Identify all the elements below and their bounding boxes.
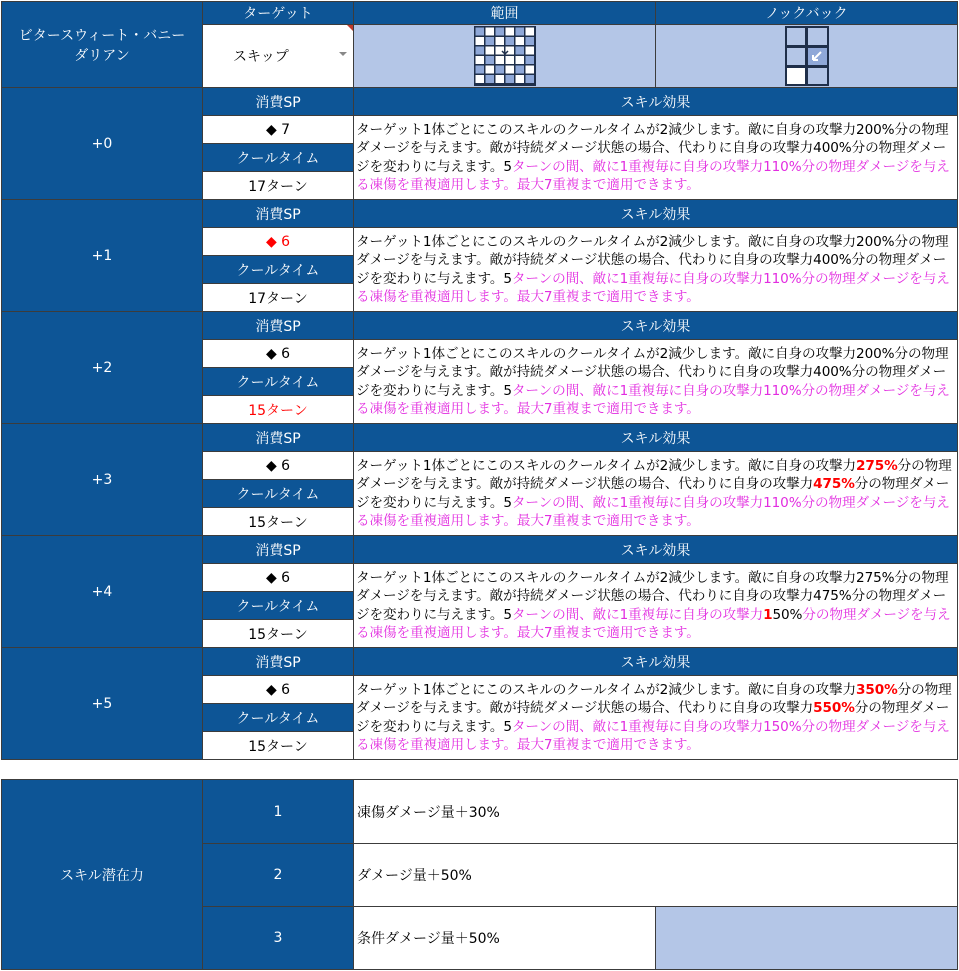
effect-text: ターゲット1体ごとにこのスキルのクールタイムが2減少します。敵に自身の攻撃力275%分の物理ダメージを与えます。敵が持続ダメージ状態の場合、代わりに自身の攻撃力475%分の物理ダメージを変わりに与えます。5ターンの間、敵に1重複毎に自身の攻撃力150%分の物理ダメージを与える凍傷を重複適用します。最大7重複まで適用できます。: [354, 564, 958, 648]
level-row: [2, 312, 958, 340]
sp-value: ◆ 6: [203, 452, 354, 480]
level-row: [2, 648, 958, 676]
cooldown-header: クールタイム: [203, 256, 354, 284]
cooldown-value: 17ターン: [203, 172, 354, 200]
potential-text-3: 条件ダメージ量＋50%: [354, 907, 656, 970]
range-grid-icon: [474, 26, 536, 86]
sp-value: ◆ 6: [203, 676, 354, 704]
effect-value-2: 400%: [813, 252, 852, 269]
sp-header: 消費SP: [203, 648, 354, 676]
skill-table: [1, 1, 958, 88]
effect-text: ターゲット1体ごとにこのスキルのクールタイムが2減少します。敵に自身の攻撃力200%分の物理ダメージを与えます。敵が持続ダメージ状態の場合、代わりに自身の攻撃力400%分の物理ダメージを変わりに与えます。5ターンの間、敵に1重複毎に自身の攻撃力110%分の物理ダメージを与える凍傷を重複適用します。最大7重複まで適用できます。: [354, 340, 958, 424]
cooldown-value: 15ターン: [203, 732, 354, 760]
effect-value-2: 550%: [813, 700, 855, 717]
effect-text: ターゲット1体ごとにこのスキルのクールタイムが2減少します。敵に自身の攻撃力200%分の物理ダメージを与えます。敵が持続ダメージ状態の場合、代わりに自身の攻撃力400%分の物理ダメージを変わりに与えます。5ターンの間、敵に1重複毎に自身の攻撃力110%分の物理ダメージを与える凍傷を重複適用します。最大7重複まで適用できます。: [354, 228, 958, 312]
effect-value-1: 350%: [856, 682, 898, 699]
chevron-down-icon[interactable]: [339, 52, 347, 56]
effect-header: スキル効果: [354, 424, 958, 452]
range-cell: [354, 25, 656, 88]
effect-value-3: 110%: [763, 270, 802, 287]
cooldown-value: 15ターン: [203, 620, 354, 648]
effect-header: スキル効果: [354, 536, 958, 564]
potential-text-1: 凍傷ダメージ量＋30%: [354, 780, 958, 844]
cooldown-value: 15ターン: [203, 508, 354, 536]
sp-header: 消費SP: [203, 424, 354, 452]
potential-empty-cell: [656, 907, 958, 970]
effect-value-2: 475%: [813, 476, 855, 493]
potential-label: スキル潜在力: [2, 780, 203, 970]
cooldown-value: 15ターン: [203, 396, 354, 424]
range-header: 範囲: [354, 2, 656, 25]
knockback-cell: [656, 25, 958, 88]
level-row: [2, 424, 958, 452]
effect-text: ターゲット1体ごとにこのスキルのクールタイムが2減少します。敵に自身の攻撃力350%分の物理ダメージを与えます。敵が持続ダメージ状態の場合、代わりに自身の攻撃力550%分の物理ダメージを変わりに与えます。5ターンの間、敵に1重複毎に自身の攻撃力150%分の物理ダメージを与える凍傷を重複適用します。最大7重複まで適用できます。: [354, 676, 958, 760]
level-label: +5: [2, 648, 203, 760]
level-label: +1: [2, 200, 203, 312]
potential-num-1: 1: [203, 780, 354, 844]
sp-value: ◆ 6: [203, 564, 354, 592]
potential-num-3: 3: [203, 907, 354, 970]
sp-header: 消費SP: [203, 200, 354, 228]
level-label: +0: [2, 88, 203, 200]
level-label: +3: [2, 424, 203, 536]
effect-value-3: 110%: [763, 494, 802, 511]
potential-text-2: ダメージ量＋50%: [354, 844, 958, 907]
level-row: [2, 88, 958, 116]
effect-value-2: 475%: [813, 588, 852, 605]
level-label: +2: [2, 312, 203, 424]
potential-num-2: 2: [203, 844, 354, 907]
effect-value-1: 200%: [856, 122, 895, 139]
knockback-grid-icon: [785, 26, 829, 86]
level-label: +4: [2, 536, 203, 648]
effect-header: スキル効果: [354, 88, 958, 116]
character-name-line2: ダリアン: [74, 47, 130, 64]
effect-value-2: 400%: [813, 140, 852, 157]
effect-value-1: 200%: [856, 346, 895, 363]
cooldown-header: クールタイム: [203, 144, 354, 172]
effect-value-3: 150%: [763, 718, 802, 735]
sp-value: ◆ 7: [203, 116, 354, 144]
effect-header: スキル効果: [354, 200, 958, 228]
character-name-line1: ビタースウィート・バニー: [18, 27, 186, 44]
effect-value-2: 400%: [813, 364, 852, 381]
sp-header: 消費SP: [203, 536, 354, 564]
target-header: ターゲット: [203, 2, 354, 25]
target-dropdown-value: スキップ: [233, 49, 289, 65]
effect-value-3: 110%: [763, 382, 802, 399]
comment-marker-icon: [347, 25, 353, 31]
sp-value: ◆ 6: [203, 340, 354, 368]
sp-header: 消費SP: [203, 312, 354, 340]
sp-header: 消費SP: [203, 88, 354, 116]
cooldown-header: クールタイム: [203, 368, 354, 396]
knockback-header: ノックバック: [656, 2, 958, 25]
level-row: [2, 536, 958, 564]
potential-table: [1, 779, 958, 970]
cooldown-header: クールタイム: [203, 704, 354, 732]
effect-value-3a: 1: [763, 606, 773, 623]
cooldown-header: クールタイム: [203, 592, 354, 620]
effect-header: スキル効果: [354, 648, 958, 676]
effect-value-1: 275%: [856, 458, 898, 475]
effect-header: スキル効果: [354, 312, 958, 340]
cooldown-value: 17ターン: [203, 284, 354, 312]
levels-table: [1, 87, 958, 760]
cooldown-header: クールタイム: [203, 480, 354, 508]
effect-value-3: 110%: [763, 158, 802, 175]
effect-value-1: 275%: [856, 570, 895, 587]
target-dropdown[interactable]: [203, 25, 354, 88]
effect-value-1: 200%: [856, 234, 895, 251]
sp-value: ◆ 6: [203, 228, 354, 256]
level-row: [2, 200, 958, 228]
effect-value-3b: 50%: [772, 606, 803, 623]
effect-text: ターゲット1体ごとにこのスキルのクールタイムが2減少します。敵に自身の攻撃力200%分の物理ダメージを与えます。敵が持続ダメージ状態の場合、代わりに自身の攻撃力400%分の物理ダメージを変わりに与えます。5ターンの間、敵に1重複毎に自身の攻撃力110%分の物理ダメージを与える凍傷を重複適用します。最大7重複まで適用できます。: [354, 116, 958, 200]
character-name-cell: [2, 2, 203, 88]
effect-text: ターゲット1体ごとにこのスキルのクールタイムが2減少します。敵に自身の攻撃力275%分の物理ダメージを与えます。敵が持続ダメージ状態の場合、代わりに自身の攻撃力475%分の物理ダメージを変わりに与えます。5ターンの間、敵に1重複毎に自身の攻撃力110%分の物理ダメージを与える凍傷を重複適用します。最大7重複まで適用できます。: [354, 452, 958, 536]
